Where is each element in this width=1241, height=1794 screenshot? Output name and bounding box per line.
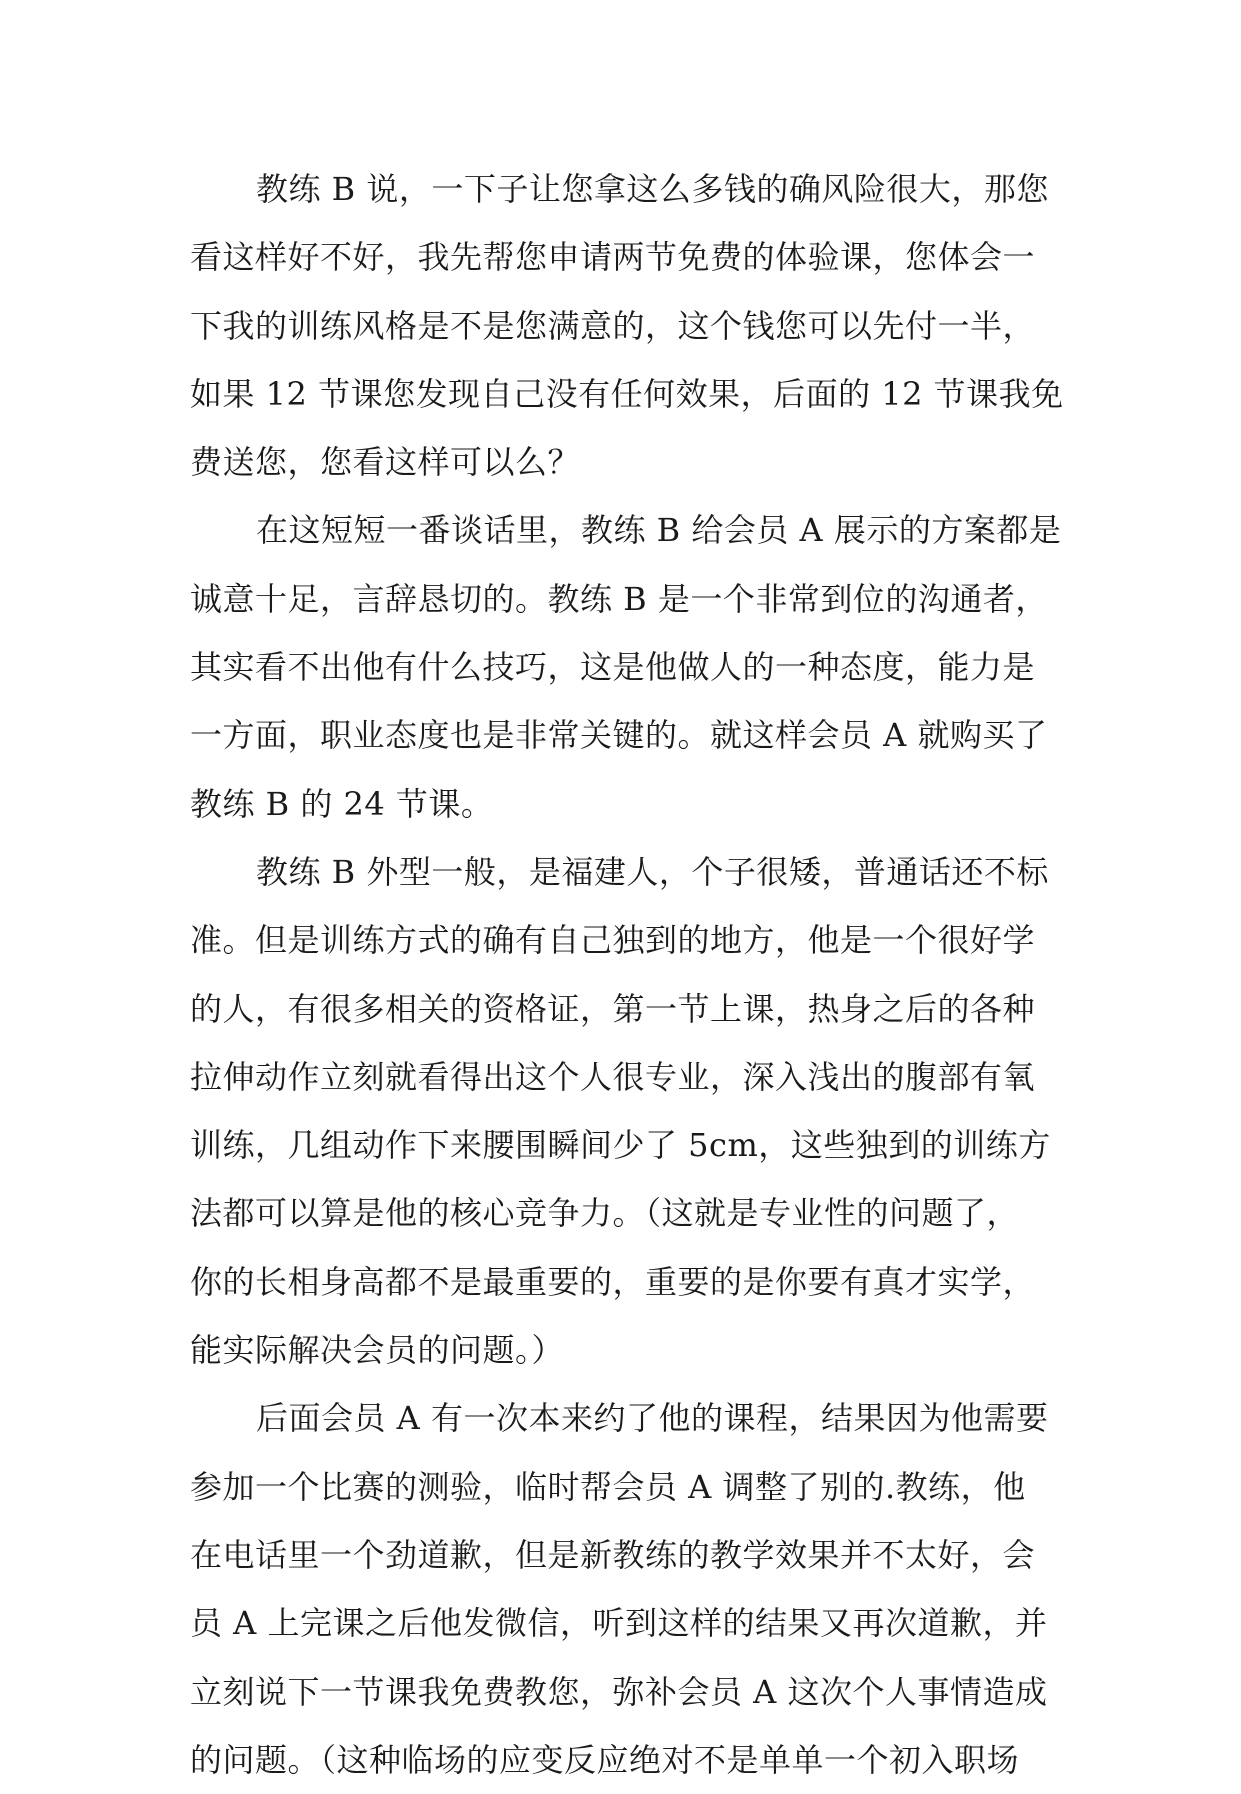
text-line: 在这短短一番谈话里，教练 B 给会员 A 展示的方案都是 (256, 511, 1062, 550)
text-line: 诚意十足，言辞恳切的。教练 B 是一个非常到位的沟通者， (190, 579, 1048, 618)
text-line: 下我的训练风格是不是您满意的，这个钱您可以先付一半， (190, 306, 1036, 345)
text-line: 准。但是训练方式的确有自己独到的地方，他是一个很好学 (190, 921, 1036, 960)
text-line: 员 A 上完课之后他发微信，听到这样的结果又再次道歉，并 (190, 1604, 1048, 1643)
text-line: 后面会员 A 有一次本来约了他的课程，结果因为他需要 (256, 1399, 1049, 1438)
paragraph-4 (190, 1384, 1060, 1794)
text-line: 能实际解决会员的问题。） (190, 1331, 565, 1370)
text-line: 的人，有很多相关的资格证，第一节上课，热身之后的各种 (190, 989, 1036, 1028)
article-body (190, 155, 1064, 1794)
text-line: 教练 B 的 24 节课。 (190, 784, 494, 823)
text-line: 教练 B 外型一般，是福建人，个子很矮，普通话还不标 (256, 852, 1049, 891)
text-line: 训练，几组动作下来腰围瞬间少了 5cm，这些独到的训练方 (190, 1126, 1051, 1165)
text-line: 的问题。（这种临场的应变反应绝对不是单单一个初入职场 (190, 1740, 1020, 1779)
paragraph-1 (190, 155, 1064, 496)
text-line: 你的长相身高都不是最重要的，重要的是你要有真才实学， (190, 1262, 1036, 1301)
text-line: 看这样好不好，我先帮您申请两节免费的体验课，您体会一 (190, 238, 1036, 277)
paragraph-3 (190, 838, 1060, 1384)
text-line: 参加一个比赛的测验，临时帮会员 A 调整了别的.教练，他 (190, 1467, 1026, 1506)
text-line: 拉伸动作立刻就看得出这个人很专业，深入浅出的腹部有氧 (190, 1057, 1036, 1096)
text-line: 如果 12 节课您发现自己没有任何效果，后面的 12 节课我免 (190, 374, 1064, 413)
text-line: 法都可以算是他的核心竞争力。（这就是专业性的问题了， (190, 1194, 1020, 1233)
paragraph-2 (190, 496, 1060, 837)
text-line: 教练 B 说，一下子让您拿这么多钱的确风险很大，那您 (256, 170, 1049, 208)
text-line: 其实看不出他有什么技巧，这是他做人的一种态度，能力是 (190, 648, 1036, 687)
text-line: 在电话里一个劲道歉，但是新教练的教学效果并不太好，会 (190, 1535, 1036, 1574)
text-line: 费送您，您看这样可以么？ (190, 443, 581, 482)
text-line: 立刻说下一节课我免费教您，弥补会员 A 这次个人事情造成 (190, 1672, 1048, 1711)
text-line: 一方面，职业态度也是非常关键的。就这样会员 A 就购买了 (190, 716, 1048, 755)
